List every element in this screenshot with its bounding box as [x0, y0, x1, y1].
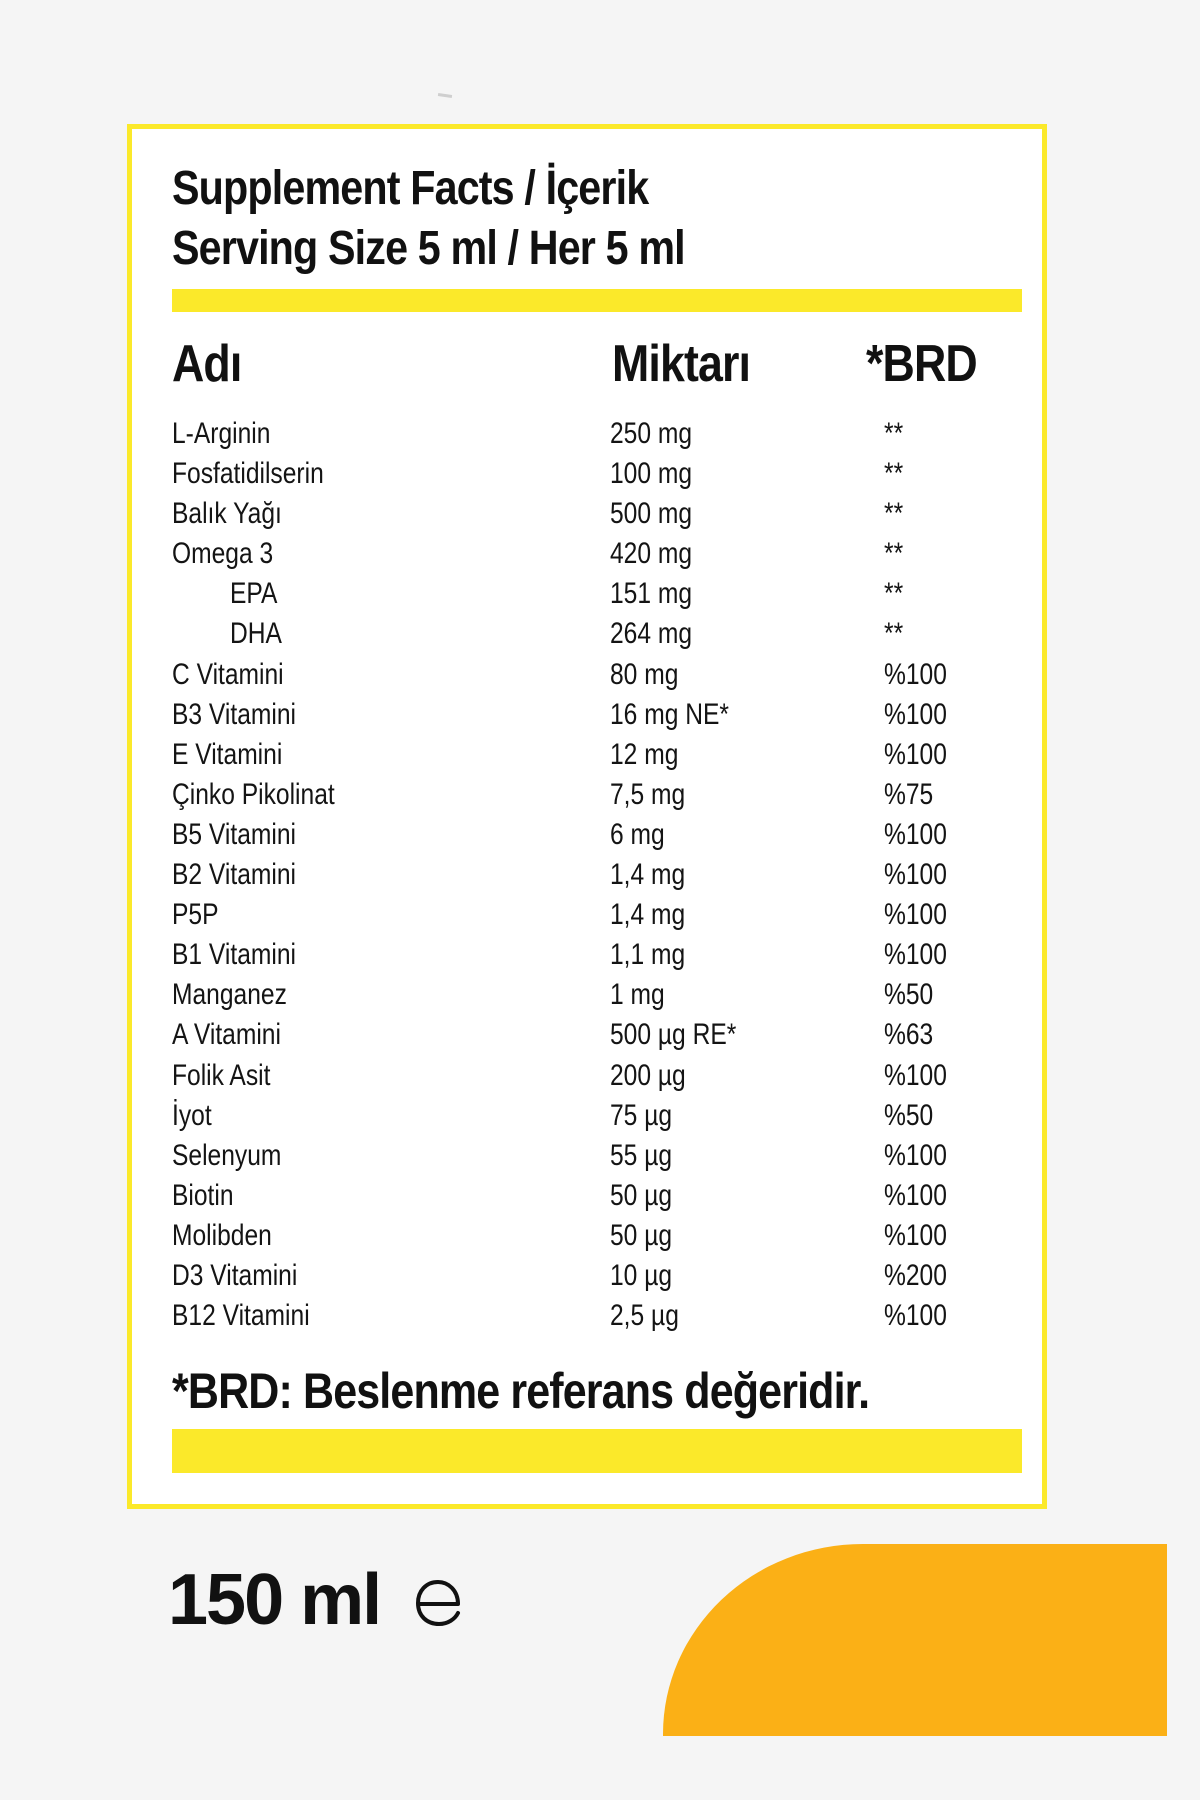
ingredient-brd: %100 [884, 1058, 947, 1092]
ingredient-row [132, 655, 1042, 695]
ingredient-row [132, 1296, 1042, 1336]
ingredient-amount: 1,4 mg [610, 898, 686, 932]
ingredient-name: A Vitamini [172, 1018, 281, 1052]
ingredient-name: B3 Vitamini [172, 697, 296, 731]
ingredient-row [132, 735, 1042, 775]
ingredient-row [132, 1056, 1042, 1096]
column-header-brd: *BRD [866, 335, 977, 393]
ingredient-row [132, 855, 1042, 895]
facts-title: Supplement Facts / İçerik [172, 162, 649, 215]
ingredient-row [132, 454, 1042, 494]
ingredient-amount: 420 mg [610, 537, 693, 571]
ingredient-name: Biotin [172, 1178, 234, 1212]
ingredient-brd: %100 [884, 817, 947, 851]
ingredient-amount: 2,5 µg [610, 1299, 679, 1333]
ingredient-amount: 1,4 mg [610, 858, 686, 892]
header-divider-band [172, 289, 1022, 312]
volume-label: 150 ml [168, 1560, 381, 1640]
ingredient-name: B2 Vitamini [172, 858, 296, 892]
ingredient-brd: %75 [884, 777, 934, 811]
ingredient-name: Manganez [172, 978, 287, 1012]
ingredient-row [132, 775, 1042, 815]
ingredient-row [132, 935, 1042, 975]
ingredient-brd: %50 [884, 978, 934, 1012]
decorative-speck [438, 93, 452, 98]
ingredient-row [132, 614, 1042, 654]
ingredient-brd: %100 [884, 1218, 947, 1252]
ingredient-amount: 12 mg [610, 737, 679, 771]
ingredient-brd: ** [884, 537, 904, 571]
ingredient-amount: 75 µg [610, 1098, 673, 1132]
orange-accent-shape [663, 1544, 1167, 1736]
ingredient-amount: 264 mg [610, 617, 693, 651]
column-header-amount: Miktarı [612, 335, 751, 393]
ingredient-brd: ** [884, 577, 904, 611]
ingredient-brd: %63 [884, 1018, 934, 1052]
ingredient-name: D3 Vitamini [172, 1258, 298, 1292]
ingredient-name: B12 Vitamini [172, 1299, 310, 1333]
ingredient-row [132, 1216, 1042, 1256]
ingredient-name: EPA [230, 577, 278, 611]
ingredient-row [132, 815, 1042, 855]
ingredient-name: B5 Vitamini [172, 817, 296, 851]
ingredient-row [132, 695, 1042, 735]
ingredient-brd: %50 [884, 1098, 934, 1132]
ingredient-name: Molibden [172, 1218, 272, 1252]
ingredient-row [132, 414, 1042, 454]
ingredient-brd: %100 [884, 657, 947, 691]
estimated-sign-icon [410, 1578, 470, 1628]
column-header-name: Adı [172, 335, 242, 393]
ingredient-brd: ** [884, 497, 904, 531]
ingredient-amount: 50 µg [610, 1178, 673, 1212]
brd-footnote: *BRD: Beslenme referans değeridir. [172, 1363, 870, 1419]
ingredient-brd: %100 [884, 737, 947, 771]
ingredient-amount: 1,1 mg [610, 938, 686, 972]
ingredient-brd: %100 [884, 1138, 947, 1172]
ingredient-brd: ** [884, 617, 904, 651]
facts-header [172, 159, 1022, 279]
ingredient-name: Balık Yağı [172, 497, 282, 531]
ingredient-name: Selenyum [172, 1138, 282, 1172]
ingredient-row [132, 534, 1042, 574]
ingredient-name: E Vitamini [172, 737, 283, 771]
ingredient-row [132, 494, 1042, 534]
ingredient-amount: 250 mg [610, 417, 693, 450]
ingredient-name: Çinko Pikolinat [172, 777, 335, 811]
ingredient-brd: %100 [884, 898, 947, 932]
ingredient-name: DHA [230, 617, 282, 651]
ingredient-row [132, 1176, 1042, 1216]
ingredient-brd: %100 [884, 1299, 947, 1333]
ingredient-amount: 55 µg [610, 1138, 673, 1172]
ingredient-name: P5P [172, 898, 219, 932]
ingredient-row [132, 1015, 1042, 1055]
ingredient-amount: 50 µg [610, 1218, 673, 1252]
ingredient-brd: %200 [884, 1258, 947, 1292]
ingredient-name: Folik Asit [172, 1058, 271, 1092]
ingredient-brd: ** [884, 457, 904, 491]
ingredient-amount: 80 mg [610, 657, 679, 691]
ingredient-name: C Vitamini [172, 657, 284, 691]
ingredient-brd: %100 [884, 697, 947, 731]
ingredient-row [132, 1096, 1042, 1136]
ingredient-row [132, 1256, 1042, 1296]
ingredient-name: Omega 3 [172, 537, 274, 571]
ingredient-brd: ** [884, 417, 904, 450]
supplement-facts-panel [127, 124, 1047, 1509]
ingredient-name: İyot [172, 1098, 212, 1132]
ingredient-amount: 151 mg [610, 577, 693, 611]
ingredient-name: Fosfatidilserin [172, 457, 324, 491]
ingredient-amount: 16 mg NE* [610, 697, 729, 731]
ingredient-amount: 6 mg [610, 817, 665, 851]
footer-divider-band [172, 1429, 1022, 1473]
ingredient-brd: %100 [884, 1178, 947, 1212]
ingredient-amount: 100 mg [610, 457, 693, 491]
ingredient-brd: %100 [884, 858, 947, 892]
ingredient-row [132, 895, 1042, 935]
ingredient-amount: 500 µg RE* [610, 1018, 737, 1052]
ingredient-brd: %100 [884, 938, 947, 972]
ingredient-amount: 7,5 mg [610, 777, 686, 811]
ingredient-row [132, 1136, 1042, 1176]
ingredient-list [132, 414, 1042, 1336]
ingredient-amount: 200 µg [610, 1058, 686, 1092]
serving-size: Serving Size 5 ml / Her 5 ml [172, 222, 685, 275]
ingredient-amount: 10 µg [610, 1258, 673, 1292]
ingredient-row [132, 975, 1042, 1015]
ingredient-row [132, 574, 1042, 614]
ingredient-amount: 500 mg [610, 497, 693, 531]
ingredient-name: B1 Vitamini [172, 938, 296, 972]
ingredient-name: L-Arginin [172, 417, 271, 450]
ingredient-amount: 1 mg [610, 978, 665, 1012]
